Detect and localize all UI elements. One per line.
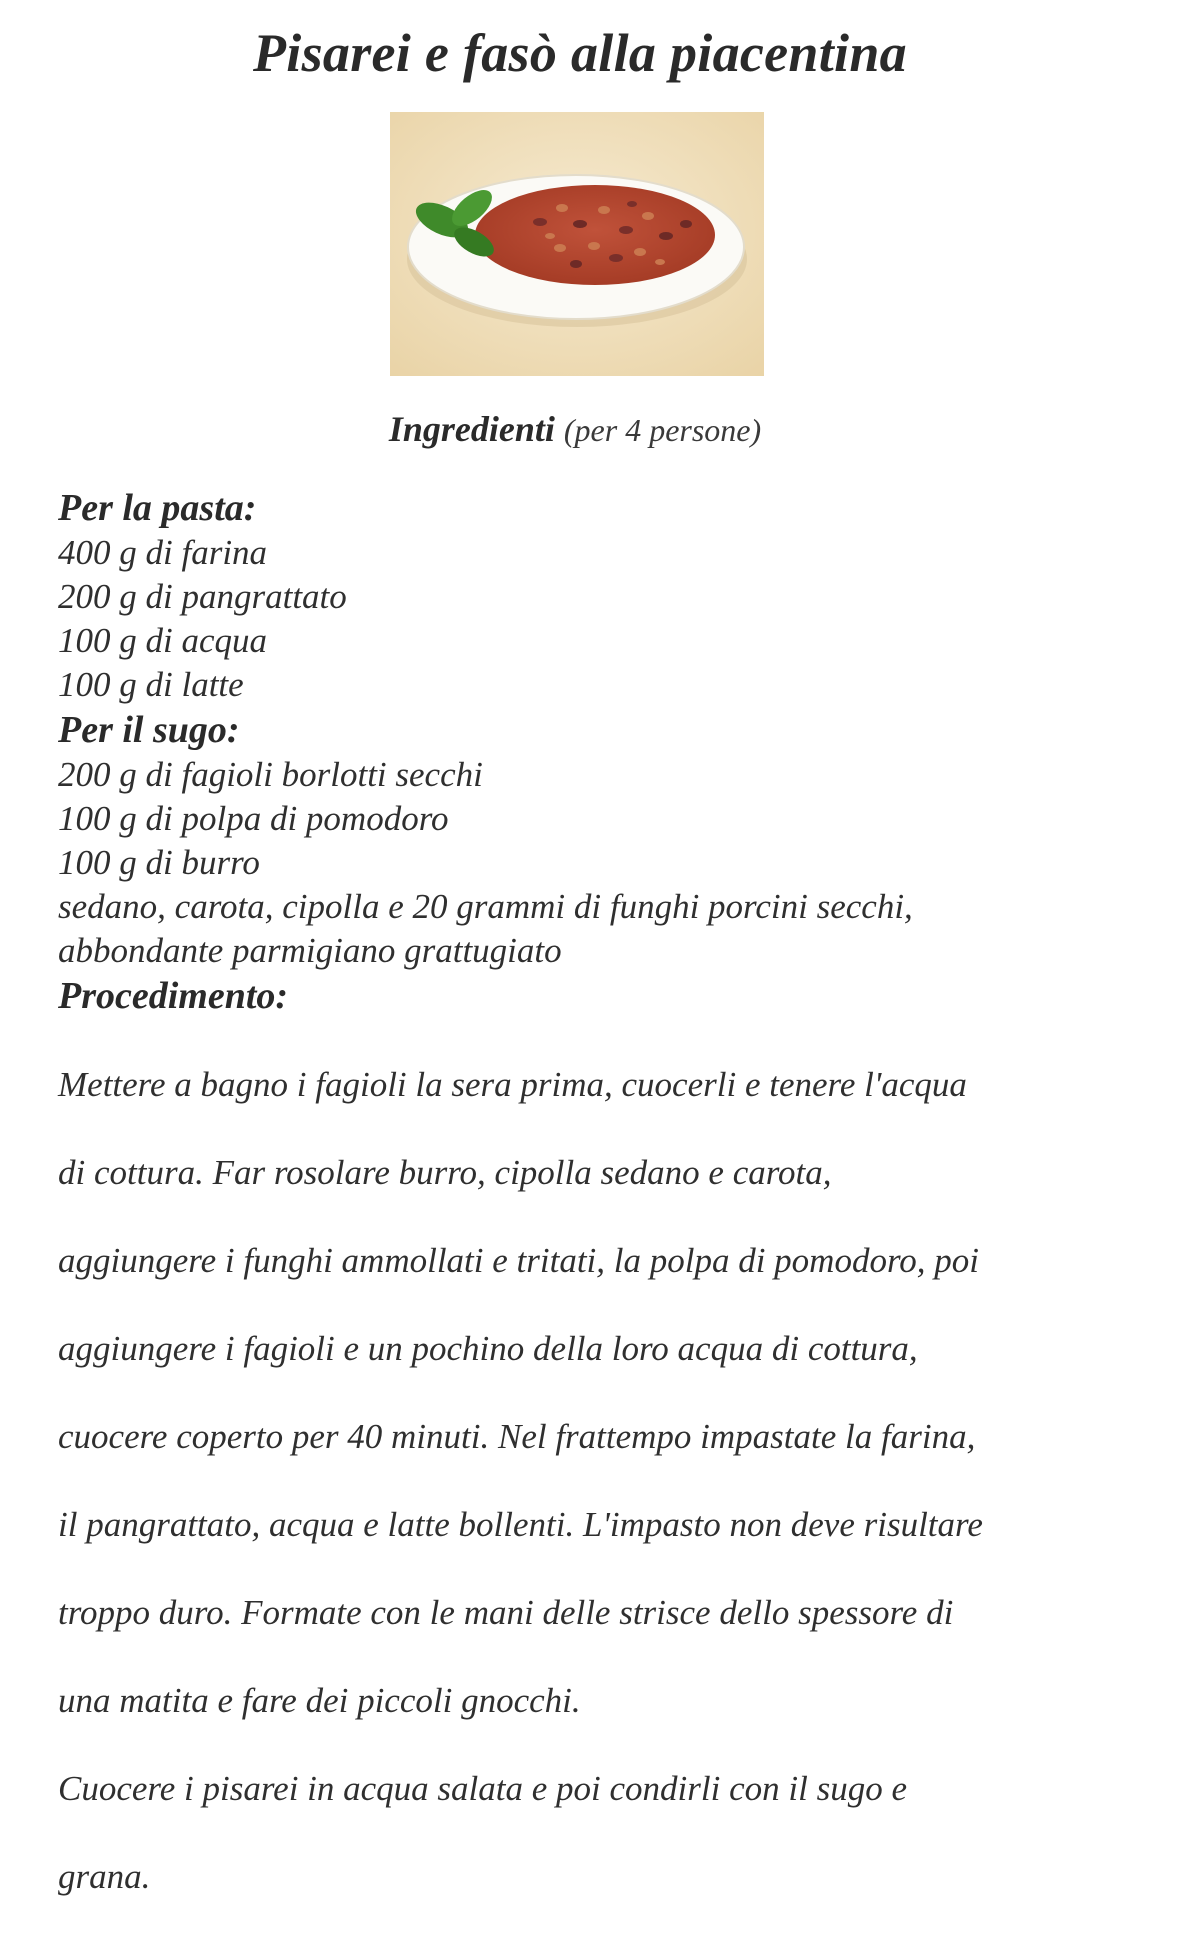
procedure-line: grana.	[58, 1857, 151, 1896]
procedure-line: aggiungere i funghi ammollati e tritati, la polpa di pomodoro, poi	[58, 1241, 980, 1280]
pasta-section-title: Per la pasta:	[58, 487, 257, 529]
procedure-line: troppo duro. Formate con le mani delle strisce dello spessore di	[58, 1593, 954, 1632]
ingredient-item: abbondante parmigiano grattugiato	[58, 931, 562, 970]
ingredient-item: 200 g di fagioli borlotti secchi	[58, 755, 483, 794]
sugo-ingredient-list	[58, 753, 1138, 973]
recipe-title: Pisarei e fasò alla piacentina	[253, 23, 907, 83]
ingredient-item: 100 g di latte	[58, 665, 244, 704]
sugo-section-title: Per il sugo:	[58, 709, 240, 751]
procedure-line: Cuocere i pisarei in acqua salata e poi condirli con il sugo e	[58, 1769, 907, 1808]
ingredient-item: 100 g di polpa di pomodoro	[58, 799, 449, 838]
procedure-line: Mettere a bagno i fagioli la sera prima, cuocerli e tenere l'acqua	[58, 1065, 967, 1104]
ingredient-item: 200 g di pangrattato	[58, 577, 347, 616]
dish-image	[390, 112, 764, 376]
ingredients-heading-note: (per 4 persone)	[563, 412, 762, 448]
procedure-line: aggiungere i fagioli e un pochino della loro acqua di cottura,	[58, 1329, 918, 1368]
ingredients-heading	[0, 408, 1150, 450]
recipe-content	[58, 485, 1138, 1943]
procedure-line: una matita e fare dei piccoli gnocchi.	[58, 1681, 581, 1720]
procedure-section-title: Procedimento:	[58, 975, 289, 1017]
procedure-line: di cottura. Far rosolare burro, cipolla sedano e carota,	[58, 1153, 832, 1192]
ingredient-item: sedano, carota, cipolla e 20 grammi di funghi porcini secchi,	[58, 887, 913, 926]
procedure-line: il pangrattato, acqua e latte bollenti. L'impasto non deve risultare	[58, 1505, 983, 1544]
pasta-ingredient-list	[58, 531, 1138, 707]
dish-photo	[390, 112, 764, 376]
pasta-sauce	[475, 185, 715, 285]
procedure-line: cuocere coperto per 40 minuti. Nel frattempo impastate la farina,	[58, 1417, 976, 1456]
ingredient-item: 100 g di acqua	[58, 621, 268, 660]
ingredients-heading-label: Ingredienti	[388, 409, 555, 449]
ingredient-item: 100 g di burro	[58, 843, 260, 882]
procedure-text	[58, 1019, 1138, 1943]
ingredient-item: 400 g di farina	[58, 533, 268, 572]
